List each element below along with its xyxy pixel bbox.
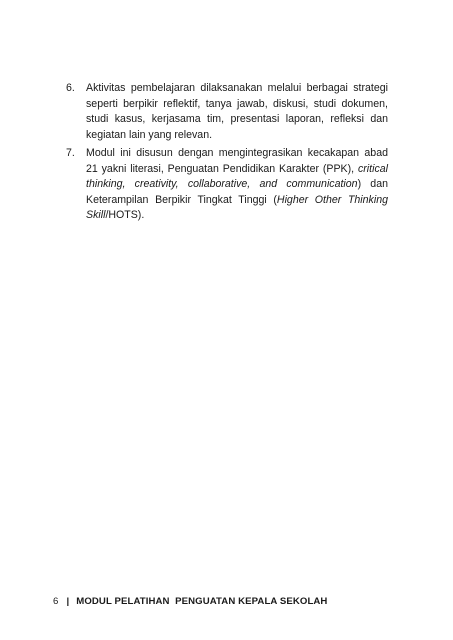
footer-title: MODUL PELATIHAN PENGUATAN KEPALA SEKOLAH (76, 596, 328, 607)
list-item (66, 146, 388, 224)
text-segment-italic: critical thinking, creativity, collaborative, and communication (86, 162, 388, 190)
text-segment-italic: Higher Other Thinking Skill (86, 193, 388, 221)
list-item-text (86, 82, 388, 141)
footer-separator: | (66, 596, 70, 607)
numbered-list (66, 81, 388, 227)
list-item (66, 81, 388, 143)
list-item-number: 7. (66, 147, 75, 159)
text-segment: ) dan Keterampilan Berpikir Tingkat Tinggi ( (86, 178, 388, 206)
page-number: 6 (53, 596, 59, 607)
text-segment: /HOTS). (105, 209, 145, 221)
list-item-number: 6. (66, 82, 75, 94)
text-segment: Aktivitas pembelajaran dilaksanakan melalui berbagai strategi seperti berpikir reflektif, tanya jawab, diskusi, studi dokumen, studi kasus, kerjasama tim, presentasi laporan, refleksi dan kegiatan lain yang relevan. (86, 82, 388, 141)
page-footer (53, 596, 327, 607)
text-segment: Modul ini disusun dengan mengintegrasikan kecakapan abad 21 yakni literasi, Penguatan Pendidikan Karakter (PPK), (86, 147, 388, 175)
list-item-text (86, 147, 388, 221)
